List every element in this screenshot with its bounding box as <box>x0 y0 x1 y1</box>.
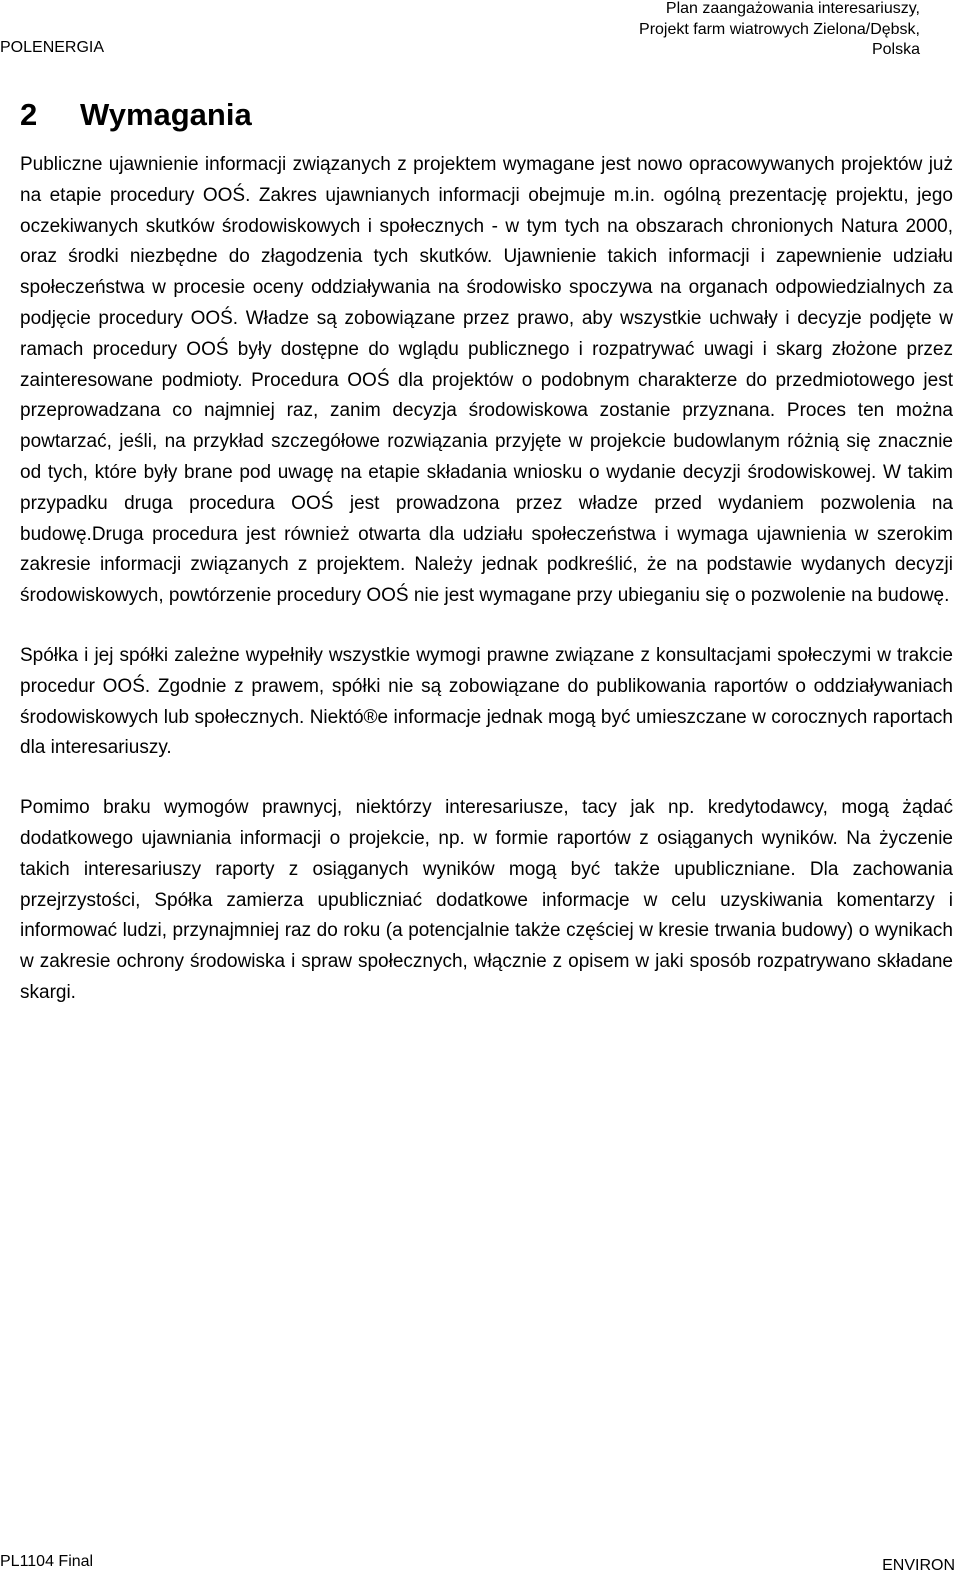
section-number: 2 <box>20 97 38 132</box>
header-title-line: Plan zaangażowania interesariuszy, <box>665 0 920 17</box>
paragraph-company-compliance: Spółka i jej spółki zależne wypełniły wszystkie wymogi prawne związane z konsultacjami społeczymi w trakcie procedur OOŚ. Zgodnie z prawem, spółki nie są zobowiązane do publikowania raportów o oddziaływaniach środowiskowych lub społecznych. Niektó®e informacje jednak mogą być umieszczane w corocznych raportach dla interesariuszy. <box>20 644 953 759</box>
header-title-line: Projekt farm wiatrowych Zielona/Dębsk, <box>639 20 920 38</box>
section-heading <box>20 95 252 135</box>
paragraph-additional-disclosure: Pomimo braku wymogów prawnycj, niektórzy interesariusze, tacy jak np. kredytodawcy, mogą żądać dodatkowego ujawniania informacji o projekcie, np. w formie raportów z osiąganych wyników. Na życzenie takich interesariuszy raporty z osiąganych wyników mogą być także upubliczniane. Dla zachowania przejrzystości, Spółka zamierza upubliczniać dodatkowe informacje w celu uzyskiwania komentarzy i informować ludzi, przynajmniej raz do roku (a potencjalnie także częściej w kresie trwania budowy) o wynikach w zakresie ochrony środowiska i spraw społecznych, włącznie z opisem w jaki sposób rozpatrywano składane skargi. <box>20 797 953 1003</box>
paragraph-disclosure-requirements: Publiczne ujawnienie informacji związanych z projektem wymagane jest nowo opracowywanych projektów już na etapie procedury OOŚ. Zakres ujawnianych informacji obejmuje m.in. ogólną prezentację projektu, jego oczekiwanych skutków środowiskowych i społecznych - w tym tych na obszarach chronionych Natura 2000, oraz środki niezbędne do złagodzenia tych skutków. Ujawnienie takich informacji i zapewnienie udziału społeczeństwa w procesie oceny oddziaływania na środowisko spoczywa na organach odpowiedzialnych za podjęcie procedury OOŚ. Władze są zobowiązane przez prawo, aby wszystkie uchwały i decyzje podjęte w ramach procedury OOŚ były dostępne do wglądu publicznego i rozpatrywać uwagi i skarg złożone przez zainteresowane podmioty. Procedura OOŚ dla projektów o podobnym charakterze do przedmiotowego jest przeprowadzana co najmniej raz, zanim decyzja środowiskowa zostanie przyznana. Proces ten można powtarzać, jeśli, na przykład szczegółowe rozwiązania przyjęte w projekcie budowlanym różnią się znacznie od tych, które były brane pod uwagę na etapie składania wniosku o wydanie decyzji środowiskowej. W takim przypadku druga procedura OOŚ jest prowadzona przez władze przed wydaniem pozwolenia na budowę.Druga procedura jest również otwarta dla udziału społeczeństwa i wymaga ujawnienia w szerokim zakresie informacji związanych z projektem. Należy jednak podkreślić, że na podstawie wydanych decyzji środowiskowych, powtórzenie procedury OOŚ nie jest wymagane przy ubieganiu się o pozwolenie na budowę. <box>20 154 953 607</box>
footer-brand: ENVIRON <box>882 1557 955 1574</box>
header-document-title <box>639 0 920 61</box>
header-title-line: Polska <box>871 41 920 58</box>
body-text <box>20 150 953 1038</box>
section-title: Wymagania <box>80 97 252 132</box>
header-company-name: POLENERGIA <box>0 39 105 56</box>
footer-document-id: PL1104 Final <box>0 1553 94 1570</box>
